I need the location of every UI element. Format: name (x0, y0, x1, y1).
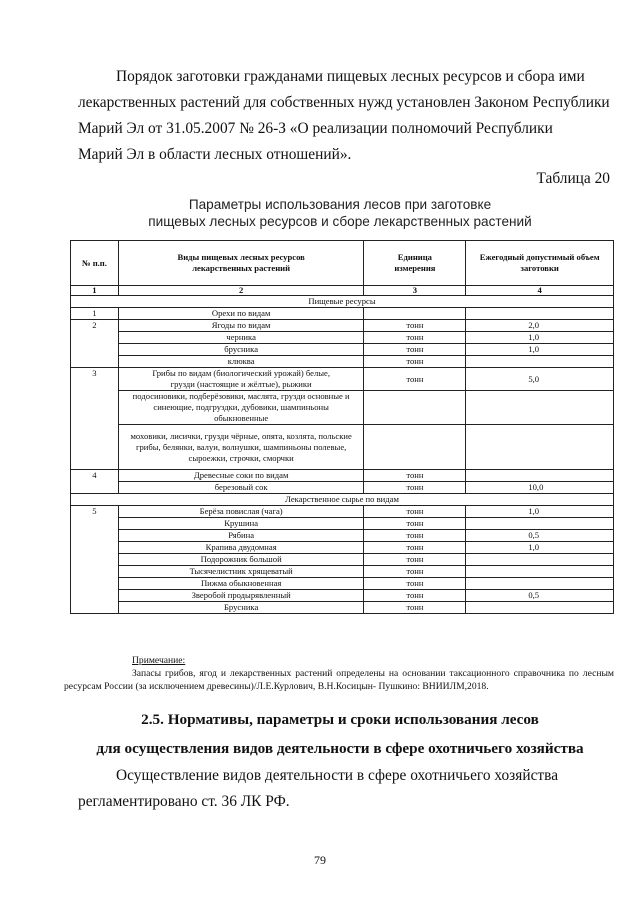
table-row (71, 470, 614, 482)
resource-name: клюква (118, 356, 364, 368)
intro-paragraph (78, 64, 618, 168)
resource-name: Подорожник большой (118, 554, 364, 566)
table-header-row (71, 241, 614, 286)
unit: тонн (364, 518, 466, 530)
table-row (71, 482, 614, 494)
row-number: 5 (71, 506, 119, 614)
section-heading: 2.5. Нормативы, параметры и сроки использования лесов (141, 711, 539, 728)
note-title: Примечание: (132, 655, 186, 666)
intro-line: Порядок заготовки гражданами пищевых лесных ресурсов и сбора ими (116, 68, 585, 85)
section-paragraph (78, 763, 618, 815)
table-caption-line: Параметры использования лесов при заготовке (188, 197, 492, 212)
annual-volume: 1,0 (466, 542, 614, 554)
row-number: 4 (71, 470, 119, 494)
resource-name: Орехи по видам (118, 308, 364, 320)
table-row (71, 368, 614, 391)
resource-name: Грибы по видам (биологический урожай) белые, грузди (настоящие и жёлтые), рыжики (118, 368, 364, 391)
unit: тонн (364, 344, 466, 356)
annual-volume: 10,0 (466, 482, 614, 494)
section-label: Лекарственное сырье по видам (71, 494, 614, 506)
unit: тонн (364, 482, 466, 494)
resource-name: Берёза повислая (чага) (118, 506, 364, 518)
unit: тонн (364, 320, 466, 332)
resource-name: моховики, лисички, грузди чёрные, опята, козлята, польские грибы, белянки, валуи, волнушки, шампиньоны полевые, сыроежки, строчки, сморчки (118, 425, 364, 470)
table-row (71, 566, 614, 578)
resource-name: Рябина (118, 530, 364, 542)
resource-name: Брусника (118, 602, 364, 614)
header-cell: № п.п. (71, 241, 119, 286)
resource-name: Тысячелистник хрящеватый (118, 566, 364, 578)
resource-name: Ягоды по видам (118, 320, 364, 332)
parameters-table (70, 240, 614, 614)
header-cell: Ежегодный допустимый объем заготовки (466, 241, 614, 286)
table-row (71, 425, 614, 470)
column-number-row (71, 286, 614, 296)
resource-name: брусника (118, 344, 364, 356)
table-row (71, 554, 614, 566)
table-row (71, 590, 614, 602)
unit: тонн (364, 542, 466, 554)
annual-volume (466, 356, 614, 368)
section-line: Осуществление видов деятельности в сфере охотничьего хозяйства (116, 767, 559, 784)
column-number: 2 (118, 286, 364, 296)
row-number: 1 (71, 308, 119, 320)
annual-volume (466, 566, 614, 578)
page-number: 79 (314, 853, 326, 867)
table-label: Таблица 20 (536, 170, 610, 187)
table-row (71, 518, 614, 530)
unit: тонн (364, 566, 466, 578)
table-row (71, 578, 614, 590)
column-number: 4 (466, 286, 614, 296)
table-row (71, 602, 614, 614)
unit: тонн (364, 530, 466, 542)
resource-name: Пижма обыкновенная (118, 578, 364, 590)
annual-volume: 0,5 (466, 590, 614, 602)
annual-volume (466, 308, 614, 320)
table-row (71, 506, 614, 518)
table-row (71, 308, 614, 320)
unit (364, 308, 466, 320)
unit (364, 425, 466, 470)
unit: тонн (364, 602, 466, 614)
unit: тонн (364, 590, 466, 602)
section-line: регламентировано ст. 36 ЛК РФ. (78, 793, 290, 810)
resource-name: березовый сок (118, 482, 364, 494)
resource-name: Крушина (118, 518, 364, 530)
resource-name: подосиновики, подберёзовики, маслята, грузди основные и синеющие, подгруздки, дубовики, шампиньоны обыкновенные (118, 391, 364, 425)
resource-name: черника (118, 332, 364, 344)
annual-volume: 1,0 (466, 506, 614, 518)
annual-volume (466, 602, 614, 614)
table-row (71, 391, 614, 425)
annual-volume: 1,0 (466, 332, 614, 344)
unit: тонн (364, 578, 466, 590)
table-row (71, 530, 614, 542)
annual-volume: 1,0 (466, 344, 614, 356)
section-row (71, 296, 614, 308)
section-heading: для осуществления видов деятельности в сфере охотничьего хозяйства (96, 740, 584, 757)
intro-line: лекарственных растений для собственных нужд установлен Законом Республики (78, 94, 610, 111)
annual-volume: 5,0 (466, 368, 614, 391)
intro-line: Марий Эл в области лесных отношений». (78, 146, 352, 163)
unit: тонн (364, 332, 466, 344)
unit: тонн (364, 356, 466, 368)
unit: тонн (364, 554, 466, 566)
section-label: Пищевые ресурсы (71, 296, 614, 308)
column-number: 1 (71, 286, 119, 296)
table-row (71, 542, 614, 554)
header-cell: Виды пищевых лесных ресурсов лекарственных растений (118, 241, 364, 286)
table-caption-line: пищевых лесных ресурсов и сборе лекарственных растений (148, 214, 532, 229)
header-cell: Единица измерения (364, 241, 466, 286)
resource-name: Древесные соки по видам (118, 470, 364, 482)
note-text: Запасы грибов, ягод и лекарственных растений определены на основании таксационного справочника по лесным ресурсам России (за исключением древесины)/Л.Е.Курлович, В.Н.Косицын- Пушкино: ВНИИЛМ,2018. (64, 668, 614, 692)
row-number: 3 (71, 368, 119, 470)
annual-volume: 0,5 (466, 530, 614, 542)
annual-volume (466, 391, 614, 425)
resource-name: Крапива двудомная (118, 542, 364, 554)
annual-volume (466, 518, 614, 530)
section-row (71, 494, 614, 506)
table-row (71, 344, 614, 356)
table-row (71, 332, 614, 344)
column-number: 3 (364, 286, 466, 296)
unit: тонн (364, 368, 466, 391)
row-number: 2 (71, 320, 119, 368)
annual-volume: 2,0 (466, 320, 614, 332)
annual-volume (466, 425, 614, 470)
annual-volume (466, 470, 614, 482)
unit: тонн (364, 470, 466, 482)
annual-volume (466, 578, 614, 590)
unit: тонн (364, 506, 466, 518)
table-row (71, 320, 614, 332)
table-row (71, 356, 614, 368)
annual-volume (466, 554, 614, 566)
unit (364, 391, 466, 425)
resource-name: Зверобой продырявленный (118, 590, 364, 602)
intro-line: Марий Эл от 31.05.2007 № 26-З «О реализации полномочий Республики (78, 120, 553, 137)
